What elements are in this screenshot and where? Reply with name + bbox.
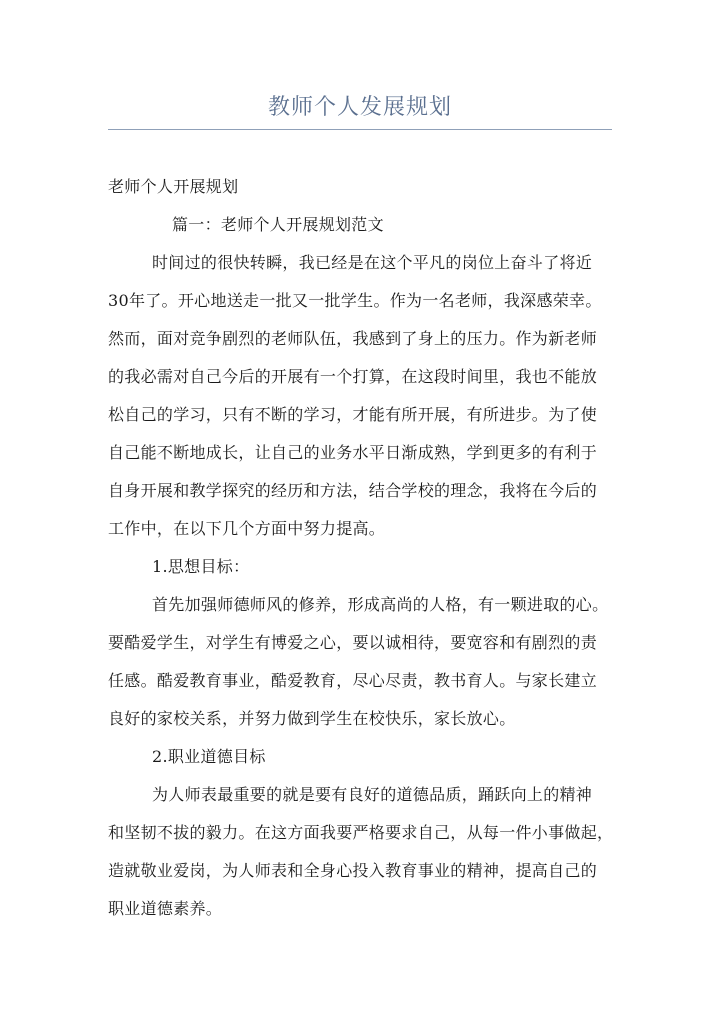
paragraph-line: 和坚韧不拔的毅力。在这方面我要严格要求自己，从每一件小事做起，: [108, 823, 614, 842]
section-heading-thought: 1.思想目标：: [152, 557, 250, 576]
paragraph-line: 首先加强师德师风的修养，形成高尚的人格，有一颗进取的心。: [152, 595, 609, 614]
paragraph-line: 的我必需对自己今后的开展有一个打算，在这段时间里，我也不能放: [108, 367, 598, 386]
section-heading-ethics: 2.职业道德目标: [152, 747, 266, 766]
paragraph-line: 要酷爱学生，对学生有博爱之心，要以诚相待，要宽容和有剧烈的责: [108, 633, 598, 652]
paragraph-line: 自身开展和教学探究的经历和方法，结合学校的理念，我将在今后的: [108, 481, 598, 500]
paragraph-line: 良好的家校关系，并努力做到学生在校快乐，家长放心。: [108, 709, 516, 728]
paragraph-line: 为人师表最重要的就是要有良好的道德品质，踊跃向上的精神: [152, 785, 593, 804]
document-title: 教师个人发展规划: [267, 95, 452, 120]
section-heading: 篇一：老师个人开展规划范文: [172, 215, 384, 234]
paragraph-line: 时间过的很快转瞬，我已经是在这个平凡的岗位上奋斗了将近: [152, 253, 593, 272]
paragraph-line: 任感。酷爱教育事业，酷爱教育，尽心尽责，教书育人。与家长建立: [108, 671, 598, 690]
paragraph-line: 造就敬业爱岗，为人师表和全身心投入教育事业的精神，提高自己的: [108, 861, 598, 880]
paragraph-line: 然而，面对竞争剧烈的老师队伍，我感到了身上的压力。作为新老师: [108, 329, 598, 348]
document-subtitle: 老师个人开展规划: [108, 177, 239, 196]
paragraph-line: 职业道德素养。: [108, 899, 223, 918]
paragraph-line: 自己能不断地成长，让自己的业务水平日渐成熟，学到更多的有利于: [108, 443, 598, 462]
paragraph-line: 30年了。开心地送走一批又一批学生。作为一名老师，我深感荣幸。: [108, 291, 602, 310]
title-divider: [108, 129, 612, 130]
paragraph-line: 松自己的学习，只有不断的学习，才能有所开展，有所进步。为了使: [108, 405, 598, 424]
paragraph-line: 工作中，在以下几个方面中努力提高。: [108, 519, 386, 538]
